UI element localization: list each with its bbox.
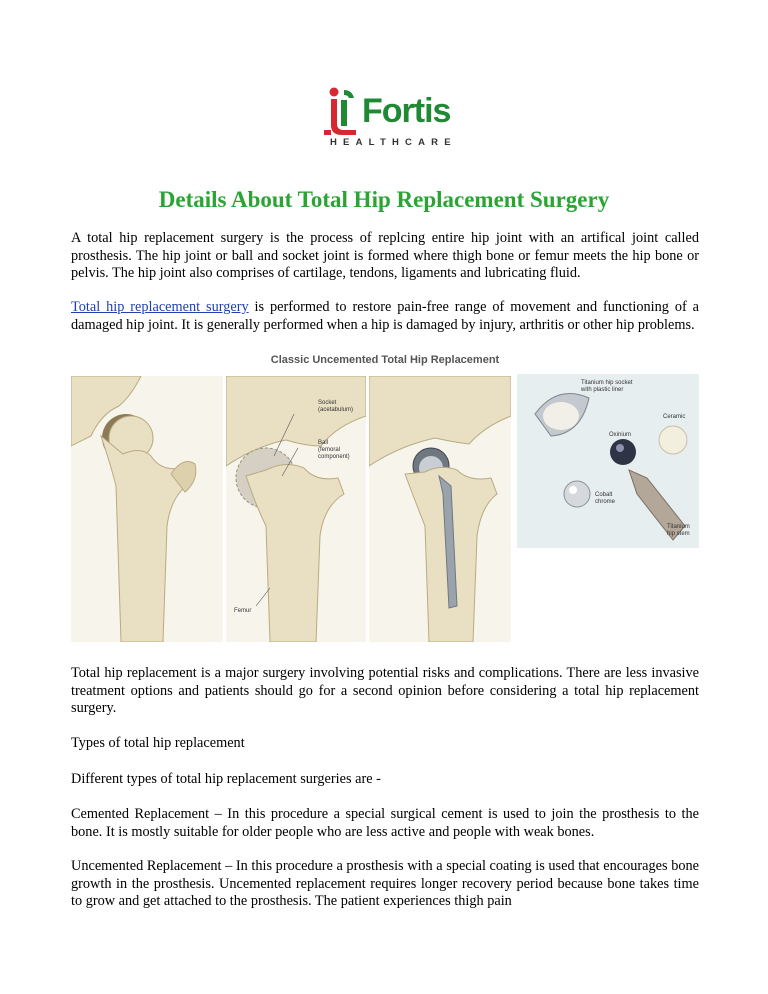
healthy-hip-illustration [71, 376, 223, 642]
fortis-logo-icon [322, 86, 362, 138]
document-title: Details About Total Hip Replacement Surgery [158, 187, 610, 212]
logo-subtitle: HEALTHCARE [330, 137, 457, 148]
intro-paragraph: A total hip replacement surgery is the process of replcing entire hip joint with an artifical joint called prosthesis. The hip joint or ball and socket joint is formed where thigh bone or femur meets the hip bone or pelvis. The hip joint also comprises of cartilage, tendons, ligaments and lubricating fluid. [71, 230, 699, 282]
figure-panel-healthy-hip [71, 376, 223, 642]
total-hip-replacement-link[interactable]: Total hip replacement surgery [71, 299, 249, 315]
label-ball: Ball (femoral component) [318, 440, 350, 460]
figure-panel-implant-in-place [369, 376, 511, 642]
cemented-replacement-paragraph: Cemented Replacement – In this procedure a special surgical cement is used to join the prosthesis to the bone. It is mostly suitable for older people who are less active and people with weak bones. [71, 806, 699, 840]
risks-paragraph: Total hip replacement is a major surgery involving potential risks and complications. There are less invasive treatment options and patients should go for a second opinion before considering a total hip replacement surgery. [71, 665, 699, 717]
label-cobalt: Cobalt chrome [595, 492, 616, 505]
damaged-hip-illustration [226, 376, 366, 642]
label-oxinium: Oxinium [609, 432, 632, 438]
hip-replacement-figure [71, 354, 699, 642]
types-heading: Types of total hip replacement [71, 735, 245, 751]
fortis-logo [318, 86, 464, 156]
label-ceramic: Ceramic [663, 414, 686, 420]
figure-panel-prosthesis-components [517, 374, 699, 548]
label-femur: Femur [234, 608, 252, 614]
types-intro: Different types of total hip replacement surgeries are - [71, 771, 381, 787]
implant-in-place-illustration [369, 376, 511, 642]
label-titanium-stem: Titanium hip stem [667, 524, 690, 537]
logo-brand-text: Fortis [362, 92, 451, 130]
figure-caption: Classic Uncemented Total Hip Replacement [270, 354, 500, 366]
purpose-paragraph-text: is performed to restore pain-free range of movement and functioning of a damaged hip joint. It is generally performed when a hip is damaged by injury, arthritis or other hip problems. [71, 299, 699, 333]
figure-panel-damaged-hip [226, 376, 366, 642]
label-titanium-socket: Titanium hip socket with plastic liner [581, 380, 633, 393]
prosthesis-components-illustration [517, 374, 699, 548]
purpose-paragraph [71, 299, 699, 334]
uncemented-replacement-paragraph: Uncemented Replacement – In this procedure a prosthesis with a special coating is used that encourages bone growth in the prosthesis. Uncemented replacement requires longer recovery period because bone takes time to grow and get attached to the prosthesis. The patient experiences thigh pain [71, 858, 699, 910]
label-socket: Socket (acetabulum) [318, 400, 354, 413]
